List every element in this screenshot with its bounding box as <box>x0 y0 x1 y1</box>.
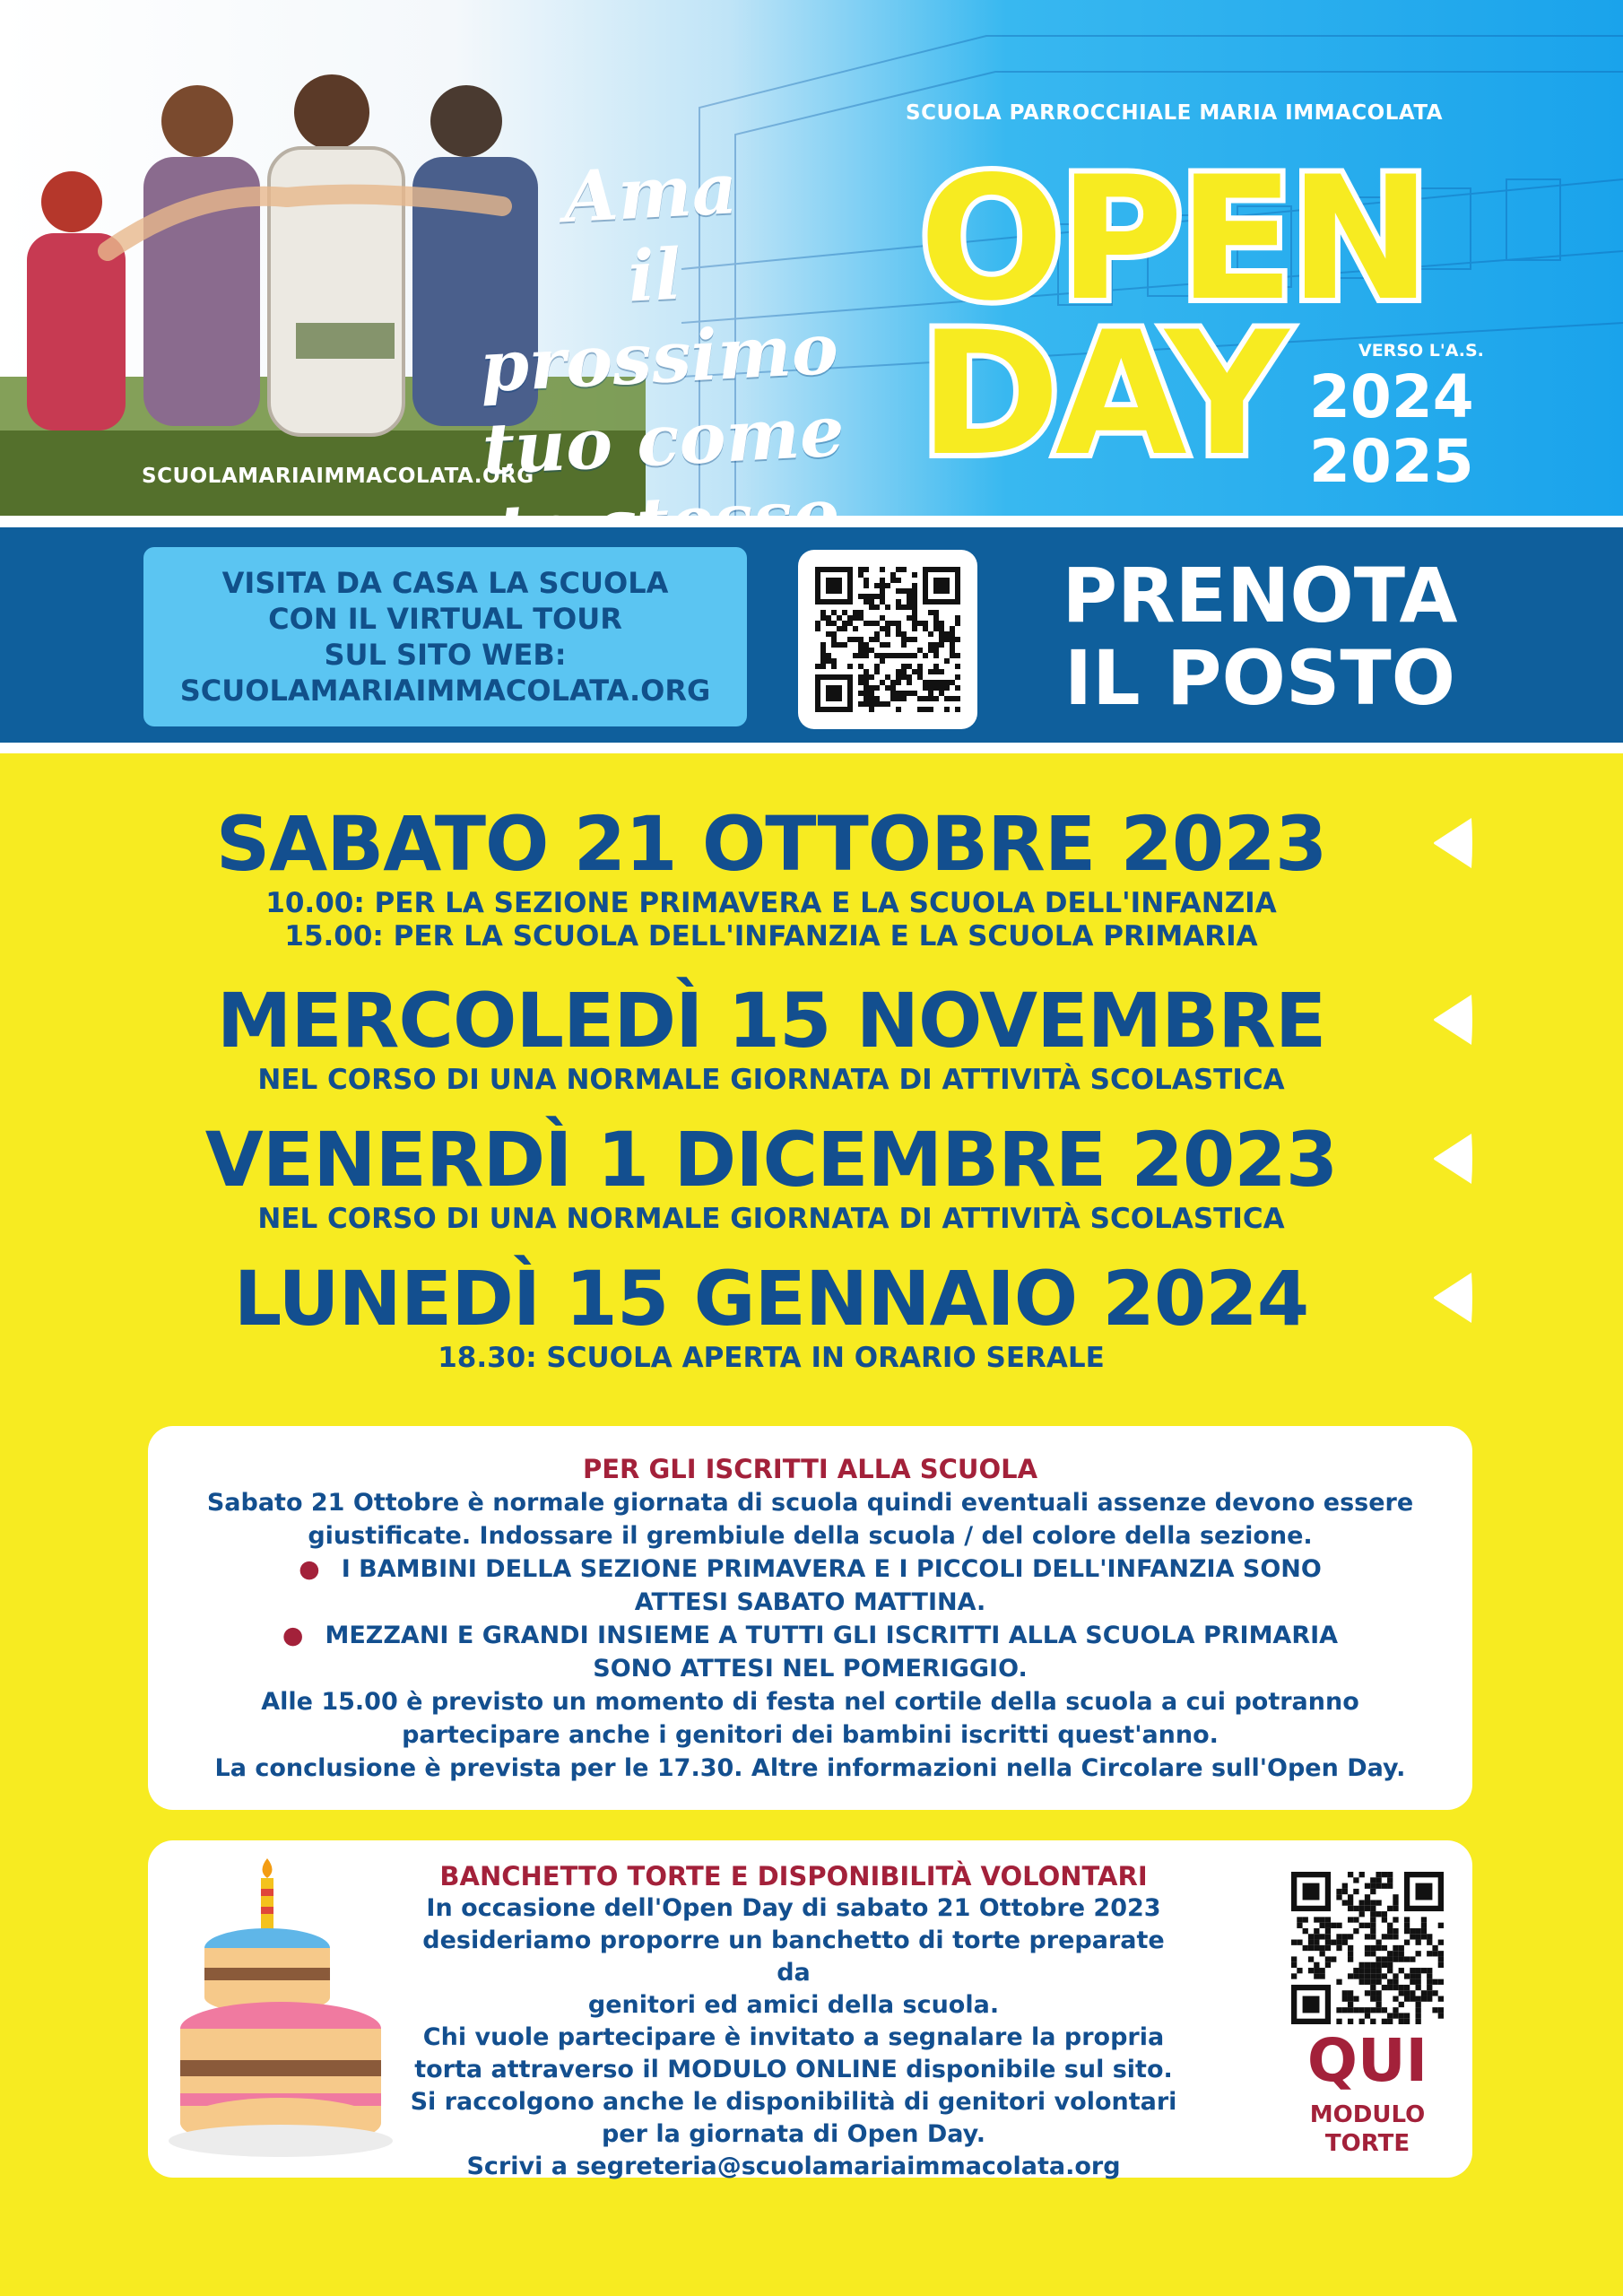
bullet-icon: ● <box>282 1622 304 1649</box>
virtual-tour-line: SUL SITO WEB: <box>324 638 567 672</box>
torte-line: desideriamo proporre un banchetto di torte preparate da <box>422 1926 1165 1987</box>
date-title: LUNEDÌ 15 GENNAIO 2024 <box>233 1255 1309 1343</box>
triangle-marker-icon <box>1430 814 1473 872</box>
open-title: OPEN <box>919 140 1427 338</box>
bullet-icon: ● <box>299 1555 320 1583</box>
bullet-text-cont: SONO ATTESI NEL POMERIGGIO. <box>593 1655 1028 1683</box>
year-start: 2024 <box>1309 362 1474 431</box>
modulo-word: MODULO <box>1309 2101 1426 2128</box>
verso-label: VERSO L'A.S. <box>1358 341 1484 361</box>
torte-line: In occasione dell'Open Day di sabato 21 Ottobre 2023 <box>426 1894 1161 1922</box>
date-title: MERCOLEDÌ 15 NOVEMBRE <box>216 977 1326 1065</box>
slogan <box>438 142 880 576</box>
torte-line: genitori ed amici della scuola. <box>587 1991 1000 2019</box>
bullet-text: I BAMBINI DELLA SEZIONE PRIMAVERA E I PICCOLI DELL'INFANZIA SONO <box>341 1555 1322 1583</box>
date-detail: NEL CORSO DI UNA NORMALE GIORNATA DI ATTIVITÀ SCOLASTICA <box>257 1064 1285 1096</box>
iscritti-heading: PER GLI ISCRITTI ALLA SCUOLA <box>582 1454 1038 1484</box>
virtual-tour-box[interactable] <box>143 547 747 726</box>
divider <box>0 516 1623 527</box>
website-label: SCUOLAMARIAIMMACOLATA.ORG <box>142 465 534 488</box>
day-title: DAY <box>919 295 1284 493</box>
school-name: SCUOLA PARROCCHIALE MARIA IMMACOLATA <box>906 101 1444 125</box>
date-title: SABATO 21 OTTOBRE 2023 <box>215 800 1327 888</box>
prenota-line-2: IL POSTO <box>1063 634 1456 722</box>
torte-line: Si raccolgono anche le disponibilità di genitori volontari <box>410 2088 1177 2116</box>
date-detail: 10.00: PER LA SEZIONE PRIMAVERA E LA SCUOLA DELL'INFANZIA <box>265 887 1277 919</box>
virtual-tour-url[interactable]: SCUOLAMARIAIMMACOLATA.ORG <box>179 674 711 708</box>
bullet-item <box>148 1619 1472 1652</box>
prenota-il-posto <box>1022 552 1497 722</box>
triangle-marker-icon <box>1430 991 1473 1048</box>
torte-line: Chi vuole partecipare è invitato a segnalare la propria <box>422 2023 1165 2051</box>
date-title: VENERDÌ 1 DICEMBRE 2023 <box>204 1116 1338 1204</box>
iscritti-info-card <box>148 1426 1472 1810</box>
bullet-item <box>148 1552 1472 1586</box>
date-detail: NEL CORSO DI UNA NORMALE GIORNATA DI ATTIVITÀ SCOLASTICA <box>257 1203 1285 1235</box>
torte-line: torta attraverso il MODULO ONLINE disponibile sul sito. <box>414 2056 1173 2083</box>
torte-email[interactable]: Scrivi a segreteria@scuolamariaimmacolata.org <box>466 2152 1121 2180</box>
date-block-4 <box>126 1256 1417 1375</box>
date-block-1 <box>126 801 1417 953</box>
year-end: 2025 <box>1309 427 1474 496</box>
modulo-qr-code-icon[interactable] <box>1291 1872 1444 2024</box>
modulo-torte-label <box>1260 2100 1475 2158</box>
bullet-text-cont: ATTESI SABATO MATTINA. <box>634 1588 986 1616</box>
slogan-line-3: tuo come <box>480 390 846 491</box>
hero-header <box>0 0 1623 516</box>
slogan-line-2: il prossimo <box>478 233 840 409</box>
date-detail: 15.00: PER LA SCUOLA DELL'INFANZIA E LA SCUOLA PRIMARIA <box>284 920 1258 952</box>
triangle-marker-icon <box>1430 1130 1473 1187</box>
torte-heading: BANCHETTO TORTE E DISPONIBILITÀ VOLONTARI <box>439 1861 1148 1892</box>
divider <box>0 743 1623 753</box>
torte-line: per la giornata di Open Day. <box>601 2120 986 2148</box>
info-line: Sabato 21 Ottobre è normale giornata di scuola quindi eventuali assenze devono essere <box>206 1489 1414 1517</box>
virtual-tour-line: VISITA DA CASA LA SCUOLA <box>221 566 669 600</box>
slogan-line-1: Ama <box>561 148 740 239</box>
info-line: giustificate. Indossare il grembiule della scuola / del colore della sezione. <box>308 1522 1313 1550</box>
info-line: La conclusione è prevista per le 17.30. Altre informazioni nella Circolare sull'Open Day. <box>214 1754 1406 1782</box>
birthday-cake-icon <box>164 1858 397 2163</box>
date-detail: 18.30: SCUOLA APERTA IN ORARIO SERALE <box>438 1342 1105 1374</box>
bullet-text: MEZZANI E GRANDI INSIEME A TUTTI GLI ISCRITTI ALLA SCUOLA PRIMARIA <box>325 1622 1339 1649</box>
triangle-marker-icon <box>1430 1269 1473 1326</box>
torte-word: TORTE <box>1324 2130 1410 2157</box>
date-block-2 <box>126 978 1417 1097</box>
info-line: Alle 15.00 è previsto un momento di festa nel cortile della scuola a cui potranno <box>261 1688 1359 1716</box>
prenota-line-1: PRENOTA <box>1062 552 1458 639</box>
info-line: partecipare anche i genitori dei bambini iscritti quest'anno. <box>402 1721 1219 1749</box>
booking-qr-code[interactable] <box>798 550 977 729</box>
qr-code-icon <box>815 567 960 712</box>
qui-label: QUI <box>1306 2026 1428 2095</box>
date-block-3 <box>126 1117 1417 1236</box>
torte-card <box>148 1840 1472 2178</box>
virtual-tour-line: CON IL VIRTUAL TOUR <box>268 602 622 636</box>
